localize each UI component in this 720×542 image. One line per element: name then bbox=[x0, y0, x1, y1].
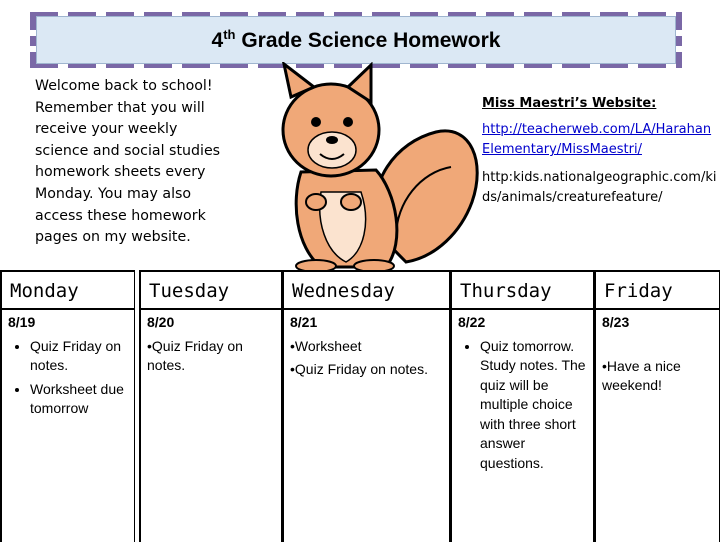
day-body bbox=[284, 310, 449, 380]
day-column-monday bbox=[0, 270, 135, 542]
homework-table bbox=[0, 270, 720, 540]
homework-item: •Quiz Friday on notes. bbox=[147, 337, 243, 373]
squirrel-icon bbox=[246, 62, 482, 272]
title-box bbox=[36, 16, 676, 64]
day-date: 8/20 bbox=[147, 314, 175, 330]
day-header: Friday bbox=[596, 270, 719, 310]
title-banner bbox=[30, 10, 682, 70]
website-heading: Miss Maestri’s Website: bbox=[482, 96, 657, 111]
homework-item: • Quiz tomorrow. Study notes. The quiz will be multiple choice with three short answer questions. bbox=[480, 337, 587, 474]
welcome-text: Welcome back to school! Remember that you will receive your weekly science and social studies homework sheets every Monday. You may also access these homework pages on my website. bbox=[35, 78, 221, 246]
homework-item: •Worksheet bbox=[290, 337, 362, 354]
day-date: 8/21 bbox=[290, 314, 318, 330]
day-body bbox=[596, 310, 719, 396]
day-header: Wednesday bbox=[284, 270, 449, 310]
alt-website-url: http:kids.nationalgeographic.com/kids/animals/creaturefeature/ bbox=[482, 170, 717, 205]
day-header: Monday bbox=[2, 270, 134, 310]
homework-item: • Worksheet due tomorrow bbox=[30, 380, 128, 419]
day-column-thursday bbox=[450, 270, 594, 542]
day-date: 8/23 bbox=[602, 314, 630, 330]
website-section bbox=[482, 94, 718, 208]
title-main: Grade Science Homework bbox=[241, 29, 501, 52]
day-body bbox=[452, 310, 593, 473]
day-date: 8/22 bbox=[458, 314, 486, 330]
day-body bbox=[2, 310, 134, 419]
day-body bbox=[141, 310, 281, 376]
page-title bbox=[212, 27, 501, 53]
day-column-friday bbox=[594, 270, 720, 542]
day-column-tuesday bbox=[139, 270, 282, 542]
homework-item: • Quiz Friday on notes. bbox=[30, 337, 128, 376]
grade-suffix: th bbox=[223, 27, 236, 42]
website-link[interactable]: http://teacherweb.com/LA/HarahanElementary/MissMaestri/ bbox=[482, 122, 712, 157]
day-header: Tuesday bbox=[141, 270, 281, 310]
day-date: 8/19 bbox=[8, 314, 36, 330]
homework-item: •Quiz Friday on notes. bbox=[290, 361, 428, 377]
day-header: Thursday bbox=[452, 270, 593, 310]
homework-item: •Have a nice weekend! bbox=[602, 357, 681, 393]
grade-number: 4 bbox=[211, 29, 224, 52]
day-column-wednesday bbox=[282, 270, 450, 542]
